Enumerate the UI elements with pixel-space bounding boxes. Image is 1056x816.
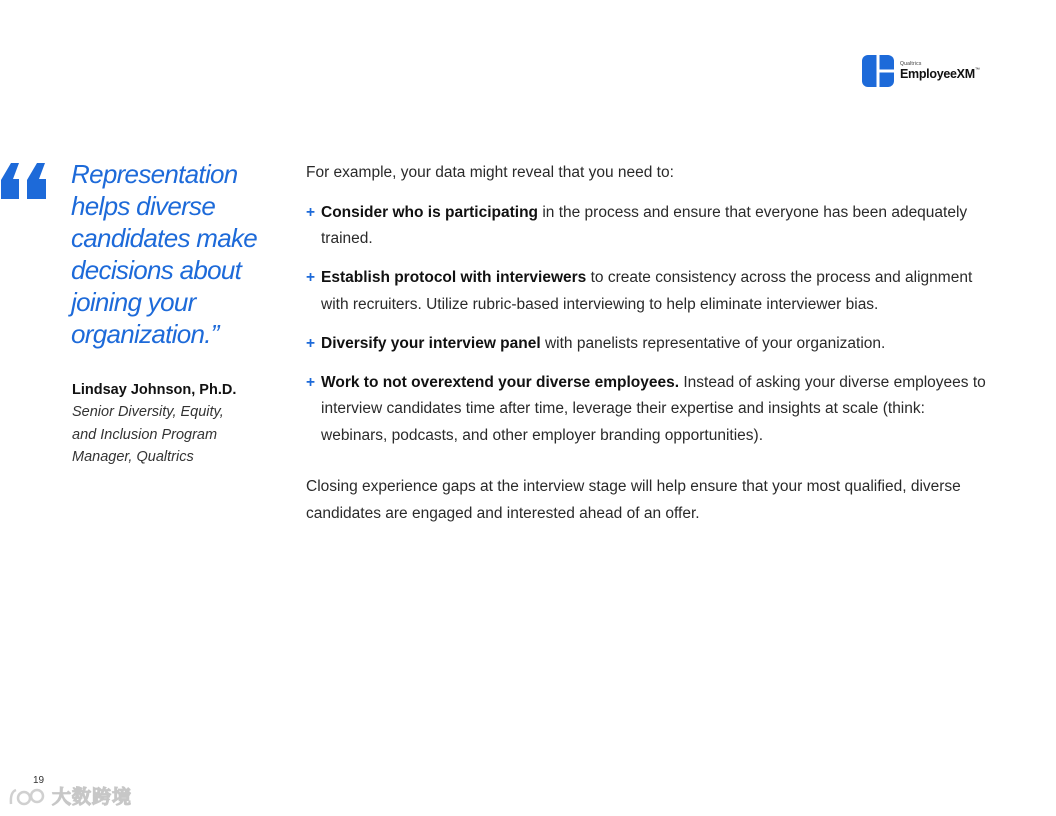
main-content <box>306 160 986 527</box>
trademark-symbol: ™ <box>974 66 980 73</box>
closing-text: Closing experience gaps at the interview stage will help ensure that your most qualified, diverse candidates are engaged and interested ahead of an offer. <box>306 478 961 522</box>
bullet-text: in the process and ensure that everyone has been adequately trained. <box>321 203 968 247</box>
recommendation-list <box>306 200 986 450</box>
pull-quote: Representation helps diverse candidates make decisions about joining your organization.” <box>71 159 258 349</box>
logo-brand-text: EmployeeXM™ <box>900 66 980 81</box>
plus-icon: + <box>306 334 316 352</box>
bullet-heading: Work to not overextend your diverse employees. <box>321 373 680 391</box>
qualtrics-logo-mark-icon <box>862 55 894 87</box>
quote-attribution <box>72 380 272 469</box>
bullet-heading: Establish protocol with interviewers <box>321 269 587 286</box>
plus-icon: + <box>306 203 316 221</box>
watermark-text: 大数跨境 <box>52 787 133 808</box>
quotation-mark-icon <box>0 163 48 199</box>
watermark <box>8 782 132 809</box>
list-item <box>306 200 986 253</box>
author-name: Lindsay Johnson, Ph.D. <box>72 382 237 398</box>
list-item <box>306 265 986 318</box>
qualtrics-employeexm-logo <box>862 55 980 87</box>
list-item <box>306 370 986 450</box>
bullet-heading: Consider who is participating <box>321 203 539 221</box>
page-number: 19 <box>33 775 45 786</box>
bullet-heading: Diversify your interview panel <box>321 334 541 352</box>
author-title: Senior Diversity, Equity, and Inclusion Program Manager, Qualtrics <box>72 404 224 465</box>
logo-company-text: Qualtrics <box>900 60 922 67</box>
bullet-text: with panelists representative of your organization. <box>540 334 886 352</box>
intro-text: For example, your data might reveal that you need to: <box>306 164 674 181</box>
list-item <box>306 331 986 358</box>
plus-icon: + <box>306 373 316 391</box>
watermark-logo-icon <box>8 784 48 808</box>
plus-icon: + <box>306 269 316 286</box>
bullet-text: Instead of asking your diverse employees to interview candidates time after time, leverage their expertise and insights at scale (think: webinars, podcasts, and other employer branding opportunities). <box>321 373 986 444</box>
bullet-text: to create consistency across the process and alignment with recruiters. Utilize rubric-based interviewing to help eliminate interviewer bias. <box>321 269 973 313</box>
